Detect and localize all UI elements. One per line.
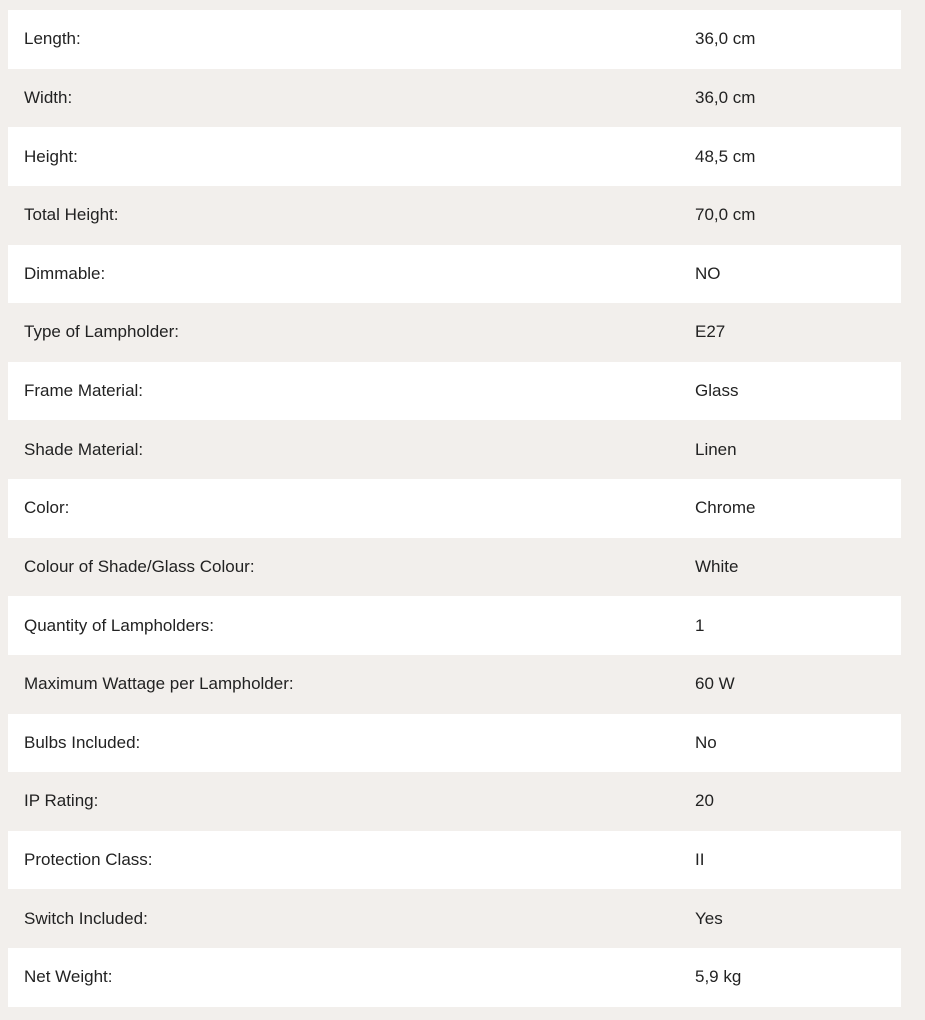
spec-label: Shade Material:: [24, 439, 144, 459]
spec-value: 1: [695, 615, 705, 635]
spec-label: Bulbs Included:: [24, 732, 141, 752]
spec-row-width: [8, 69, 901, 128]
spec-label: Net Weight:: [24, 967, 113, 987]
spec-value: White: [695, 556, 739, 576]
spec-value: 5,9 kg: [695, 967, 742, 987]
spec-label: Width:: [24, 87, 73, 107]
spec-value: Glass: [695, 381, 739, 401]
spec-value: No: [695, 732, 717, 752]
spec-label: Dimmable:: [24, 263, 106, 283]
spec-label: Total Height:: [24, 205, 119, 225]
spec-row-shade-material: [8, 420, 901, 479]
spec-value: 48,5 cm: [695, 146, 756, 166]
spec-row-lampholder-type: [8, 303, 901, 362]
spec-row-net-weight: [8, 948, 901, 1007]
spec-label: Color:: [24, 498, 70, 518]
spec-value: E27: [695, 322, 726, 342]
spec-row-shade-colour: [8, 538, 901, 597]
spec-value: Yes: [695, 908, 723, 928]
spec-value: 36,0 cm: [695, 87, 756, 107]
spec-row-ip-rating: [8, 772, 901, 831]
spec-row-bulbs-included: [8, 714, 901, 773]
spec-value: 36,0 cm: [695, 29, 756, 49]
spec-label: Length:: [24, 29, 81, 49]
spec-row-switch-included: [8, 889, 901, 948]
spec-row-protection-class: [8, 831, 901, 890]
spec-label: Switch Included:: [24, 908, 148, 928]
spec-value: 20: [695, 791, 714, 811]
spec-row-frame-material: [8, 362, 901, 421]
spec-row-length: [8, 10, 901, 69]
spec-value: 70,0 cm: [695, 205, 756, 225]
spec-label: Type of Lampholder:: [24, 322, 179, 342]
spec-label: Colour of Shade/Glass Colour:: [24, 556, 255, 576]
spec-value: NO: [695, 263, 721, 283]
spec-value: Chrome: [695, 498, 756, 518]
spec-row-dimmable: [8, 245, 901, 304]
spec-value: II: [695, 850, 705, 870]
spec-row-height: [8, 127, 901, 186]
spec-row-max-wattage: [8, 655, 901, 714]
spec-value: Linen: [695, 439, 737, 459]
spec-row-total-height: [8, 186, 901, 245]
spec-label: IP Rating:: [24, 791, 99, 811]
spec-label: Maximum Wattage per Lampholder:: [24, 674, 294, 694]
specifications-table: [8, 10, 901, 1007]
spec-label: Frame Material:: [24, 381, 144, 401]
spec-label: Protection Class:: [24, 850, 153, 870]
spec-value: 60 W: [695, 674, 735, 694]
spec-label: Height:: [24, 146, 78, 166]
spec-row-lampholder-quantity: [8, 596, 901, 655]
spec-label: Quantity of Lampholders:: [24, 615, 214, 635]
spec-row-color: [8, 479, 901, 538]
